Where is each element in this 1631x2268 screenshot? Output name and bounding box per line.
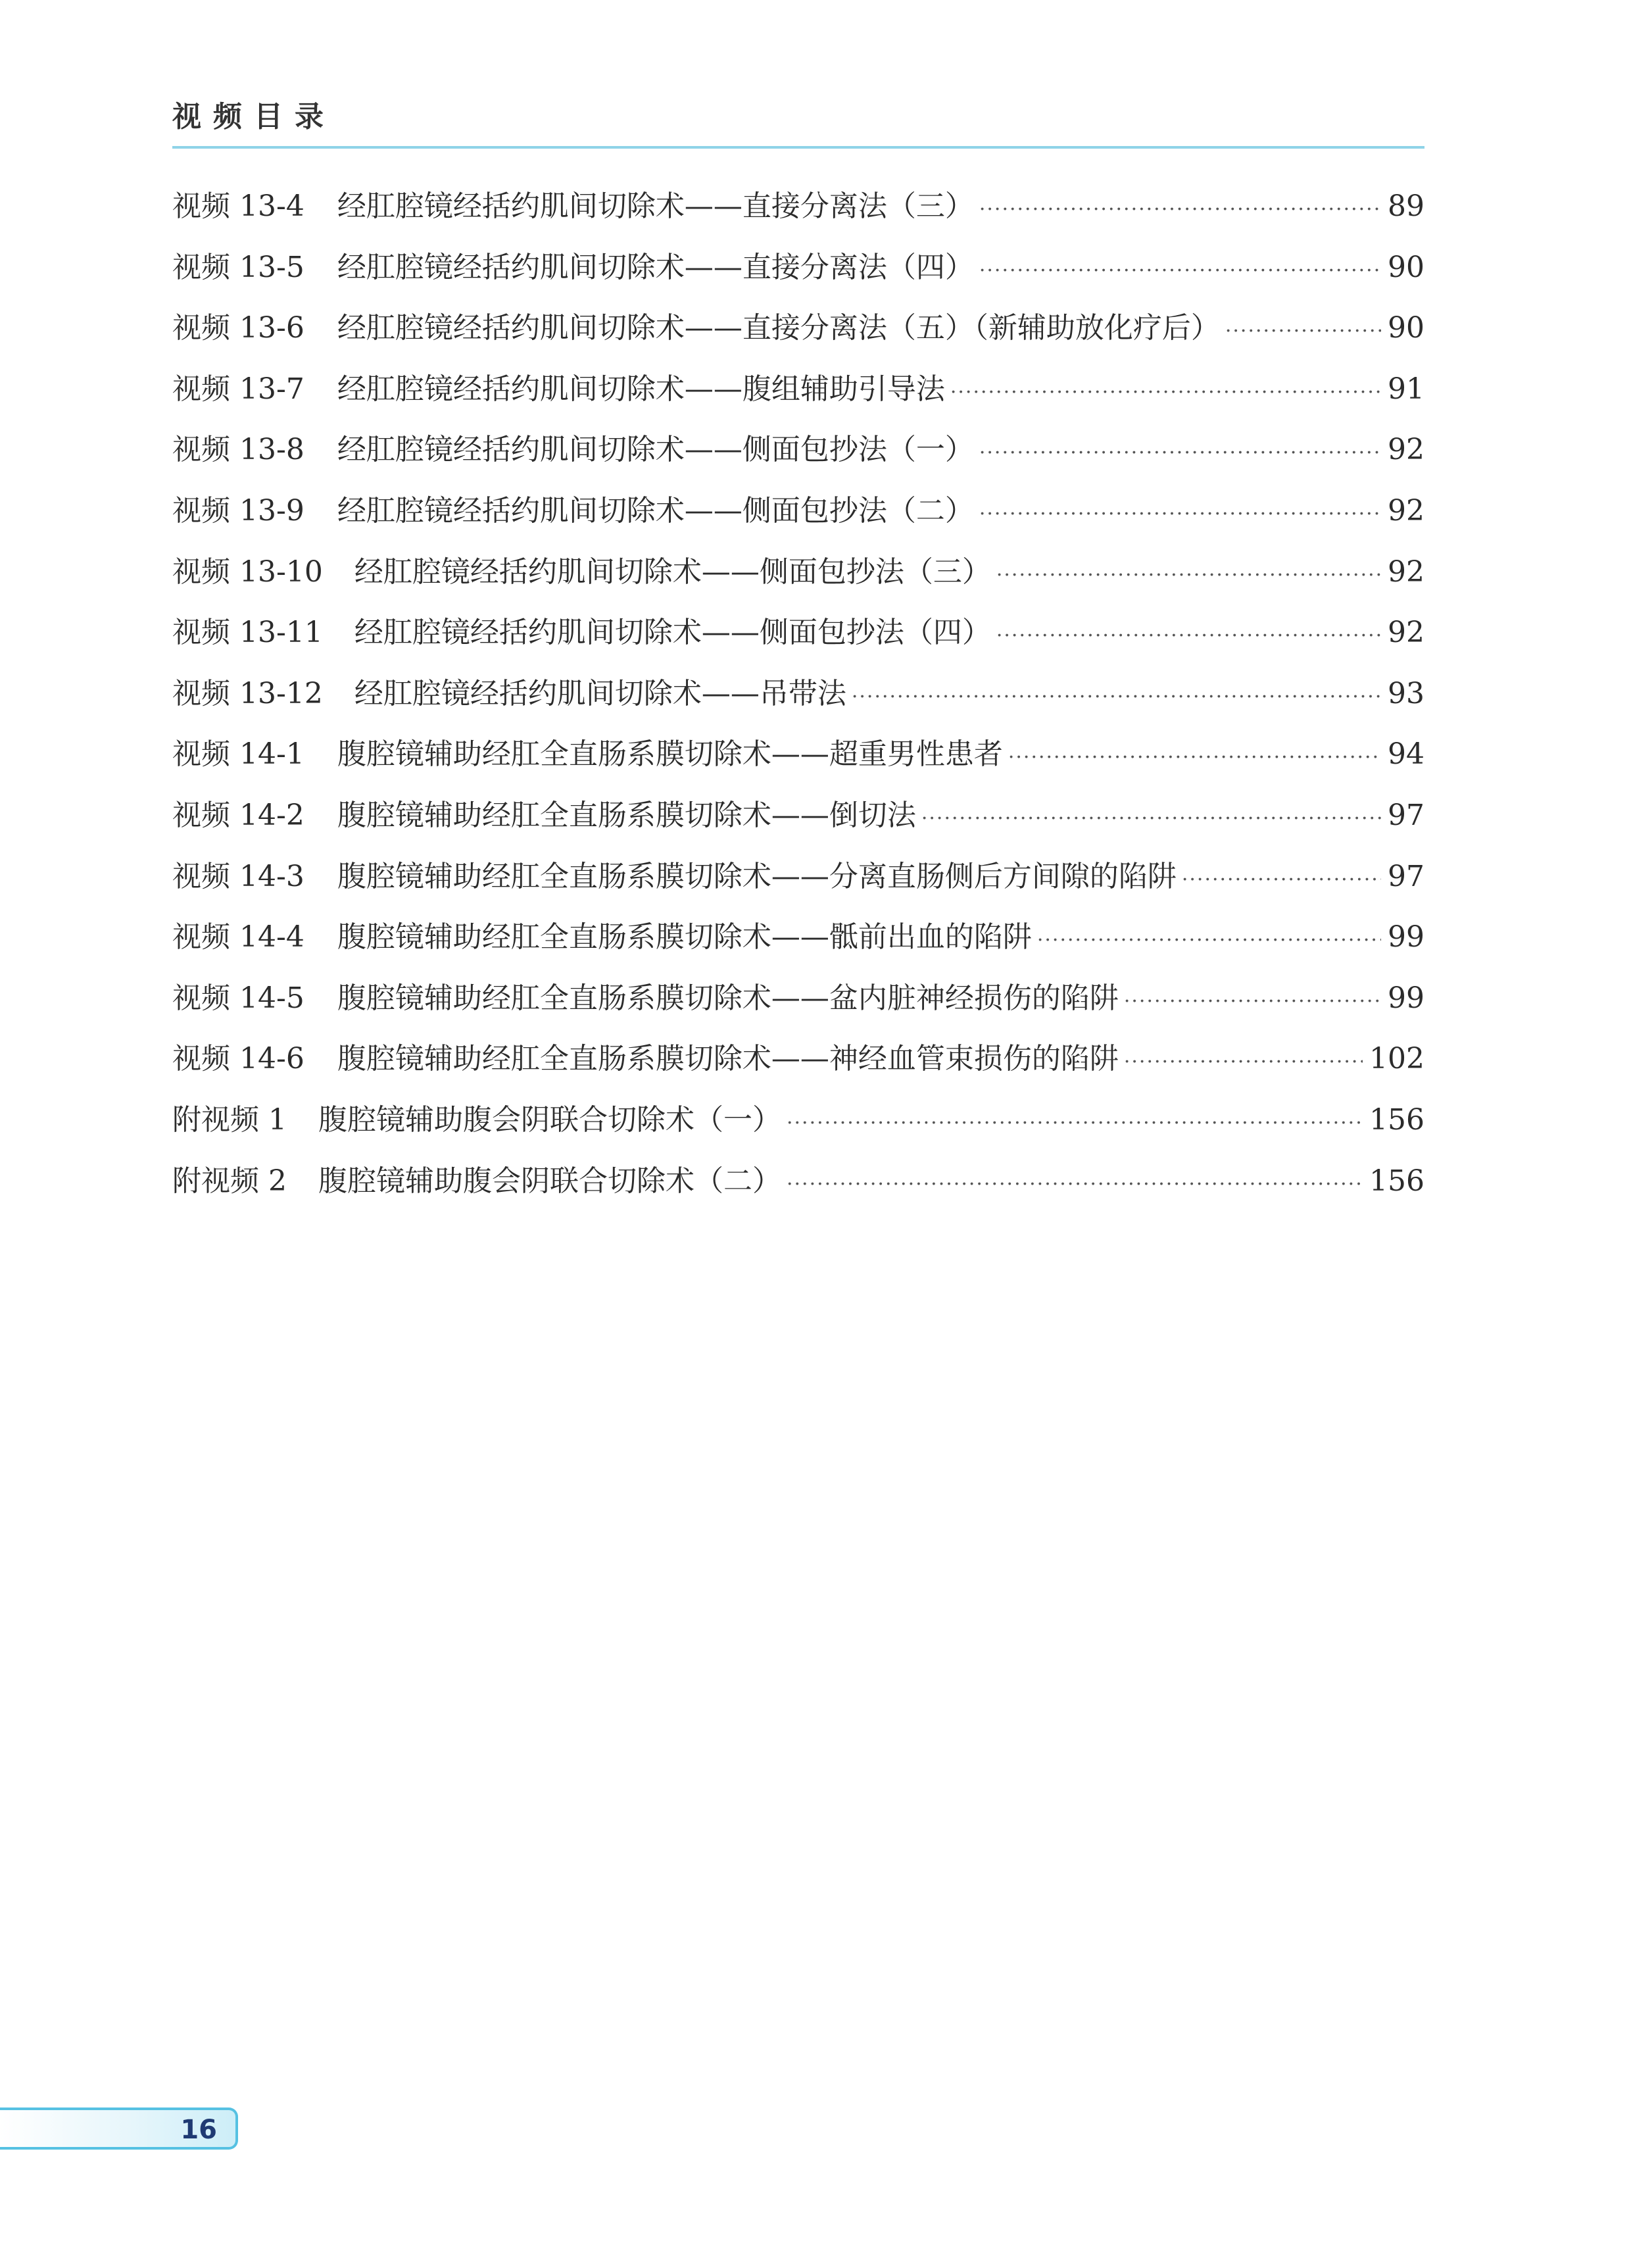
toc-entry-label: 视频 13-4 <box>172 189 304 223</box>
toc-entry[interactable] <box>172 785 1424 847</box>
toc-entry-label: 视频 14-6 <box>172 1042 304 1076</box>
toc-entry[interactable] <box>172 724 1424 785</box>
toc-entry-label: 视频 13-11 <box>172 616 323 650</box>
toc-entry-title: 经肛腔镜经括约肌间切除术——侧面包抄法（三） <box>354 555 991 589</box>
toc-entry[interactable] <box>172 359 1424 420</box>
toc-dot-leader <box>1008 727 1381 788</box>
toc-entry[interactable] <box>172 481 1424 542</box>
toc-dot-leader <box>1182 850 1381 910</box>
toc-dot-leader <box>852 667 1381 727</box>
toc-entry-title: 腹腔镜辅助腹会阴联合切除术（一） <box>318 1102 781 1137</box>
toc-entry[interactable] <box>172 847 1424 908</box>
toc-entry-page-number: 90 <box>1388 311 1424 345</box>
toc-entry[interactable] <box>172 1151 1424 1212</box>
toc-entry-label: 视频 13-9 <box>172 493 304 528</box>
toc-dot-leader <box>787 1154 1363 1215</box>
toc-entry-title: 经肛腔镜经括约肌间切除术——侧面包抄法（一） <box>337 433 974 467</box>
toc-entry-page-number: 89 <box>1388 189 1424 223</box>
toc-dot-leader <box>950 362 1381 423</box>
toc-entry[interactable] <box>172 603 1424 664</box>
toc-entry-title: 经肛腔镜经括约肌间切除术——直接分离法（四） <box>337 250 974 284</box>
toc-entry-title: 腹腔镜辅助经肛全直肠系膜切除术——倒切法 <box>337 798 916 832</box>
toc-entry-title: 腹腔镜辅助腹会阴联合切除术（二） <box>318 1164 781 1198</box>
toc-entry-page-number: 92 <box>1388 493 1424 528</box>
toc-entry-label: 视频 13-10 <box>172 555 323 589</box>
toc-entry-label: 视频 14-4 <box>172 920 304 954</box>
page-number-tab <box>0 2108 238 2150</box>
header-divider <box>172 146 1424 149</box>
page-header <box>172 97 1424 150</box>
toc-dot-leader <box>996 606 1381 666</box>
toc-dot-leader <box>787 1093 1363 1154</box>
toc-entry-title: 腹腔镜辅助经肛全直肠系膜切除术——分离直肠侧后方间隙的陷阱 <box>337 859 1177 893</box>
toc-entry-title: 腹腔镜辅助经肛全直肠系膜切除术——超重男性患者 <box>337 737 1003 772</box>
toc-entry[interactable] <box>172 664 1424 725</box>
toc-entry-title: 经肛腔镜经括约肌间切除术——直接分离法（三） <box>337 189 974 223</box>
toc-entry-page-number: 93 <box>1388 676 1424 710</box>
toc-dot-leader <box>1225 301 1381 362</box>
toc-entry-page-number: 92 <box>1388 433 1424 467</box>
toc-dot-leader <box>979 180 1381 240</box>
toc-entry-label: 视频 14-5 <box>172 981 304 1015</box>
toc-entry-title: 腹腔镜辅助经肛全直肠系膜切除术——盆内脏神经损伤的陷阱 <box>337 981 1119 1015</box>
page-title: 视频目录 <box>172 100 335 134</box>
toc-entry-page-number: 94 <box>1388 737 1424 772</box>
toc-dot-leader <box>921 789 1381 849</box>
toc-entry-page-number: 92 <box>1388 616 1424 650</box>
toc-dot-leader <box>979 423 1381 483</box>
video-toc-list <box>172 176 1424 1212</box>
toc-entry[interactable] <box>172 542 1424 603</box>
toc-entry-title: 腹腔镜辅助经肛全直肠系膜切除术——骶前出血的陷阱 <box>337 920 1032 954</box>
toc-dot-leader <box>996 545 1381 606</box>
toc-entry-label: 视频 13-12 <box>172 676 323 710</box>
toc-entry-page-number: 99 <box>1388 981 1424 1015</box>
toc-entry-label: 视频 14-1 <box>172 737 304 772</box>
toc-entry-page-number: 92 <box>1388 555 1424 589</box>
toc-entry-label: 附视频 1 <box>172 1102 287 1137</box>
toc-entry-label: 视频 14-2 <box>172 798 304 832</box>
toc-dot-leader <box>1124 972 1381 1032</box>
toc-entry-label: 附视频 2 <box>172 1164 287 1198</box>
toc-entry-page-number: 91 <box>1388 372 1424 406</box>
toc-entry-page-number: 99 <box>1388 920 1424 954</box>
toc-entry[interactable] <box>172 237 1424 299</box>
toc-entry-page-number: 102 <box>1369 1042 1424 1076</box>
toc-entry[interactable] <box>172 176 1424 237</box>
toc-entry[interactable] <box>172 1090 1424 1151</box>
toc-entry[interactable] <box>172 1029 1424 1090</box>
toc-entry-label: 视频 13-6 <box>172 311 304 345</box>
toc-entry-title: 经肛腔镜经括约肌间切除术——腹组辅助引导法 <box>337 372 945 406</box>
toc-entry-label: 视频 13-5 <box>172 250 304 284</box>
toc-dot-leader <box>979 241 1381 301</box>
toc-entry-title: 经肛腔镜经括约肌间切除术——直接分离法（五）（新辅助放化疗后） <box>337 311 1220 345</box>
toc-entry-title: 经肛腔镜经括约肌间切除术——侧面包抄法（四） <box>354 616 991 650</box>
toc-entry[interactable] <box>172 907 1424 968</box>
toc-entry-page-number: 97 <box>1388 859 1424 893</box>
toc-dot-leader <box>1124 1032 1363 1093</box>
toc-entry-label: 视频 13-8 <box>172 433 304 467</box>
toc-dot-leader <box>1037 910 1381 971</box>
toc-entry[interactable] <box>172 420 1424 481</box>
toc-entry-page-number: 156 <box>1369 1164 1424 1198</box>
toc-entry-title: 经肛腔镜经括约肌间切除术——吊带法 <box>354 676 846 710</box>
toc-entry[interactable] <box>172 298 1424 359</box>
toc-entry-label: 视频 14-3 <box>172 859 304 893</box>
toc-entry-page-number: 156 <box>1369 1102 1424 1137</box>
toc-entry-label: 视频 13-7 <box>172 372 304 406</box>
toc-entry-title: 腹腔镜辅助经肛全直肠系膜切除术——神经血管束损伤的陷阱 <box>337 1042 1119 1076</box>
toc-entry-page-number: 90 <box>1388 250 1424 284</box>
page-number: 16 <box>180 2115 217 2145</box>
toc-entry-title: 经肛腔镜经括约肌间切除术——侧面包抄法（二） <box>337 493 974 528</box>
toc-dot-leader <box>979 484 1381 545</box>
toc-entry-page-number: 97 <box>1388 798 1424 832</box>
toc-entry[interactable] <box>172 968 1424 1029</box>
